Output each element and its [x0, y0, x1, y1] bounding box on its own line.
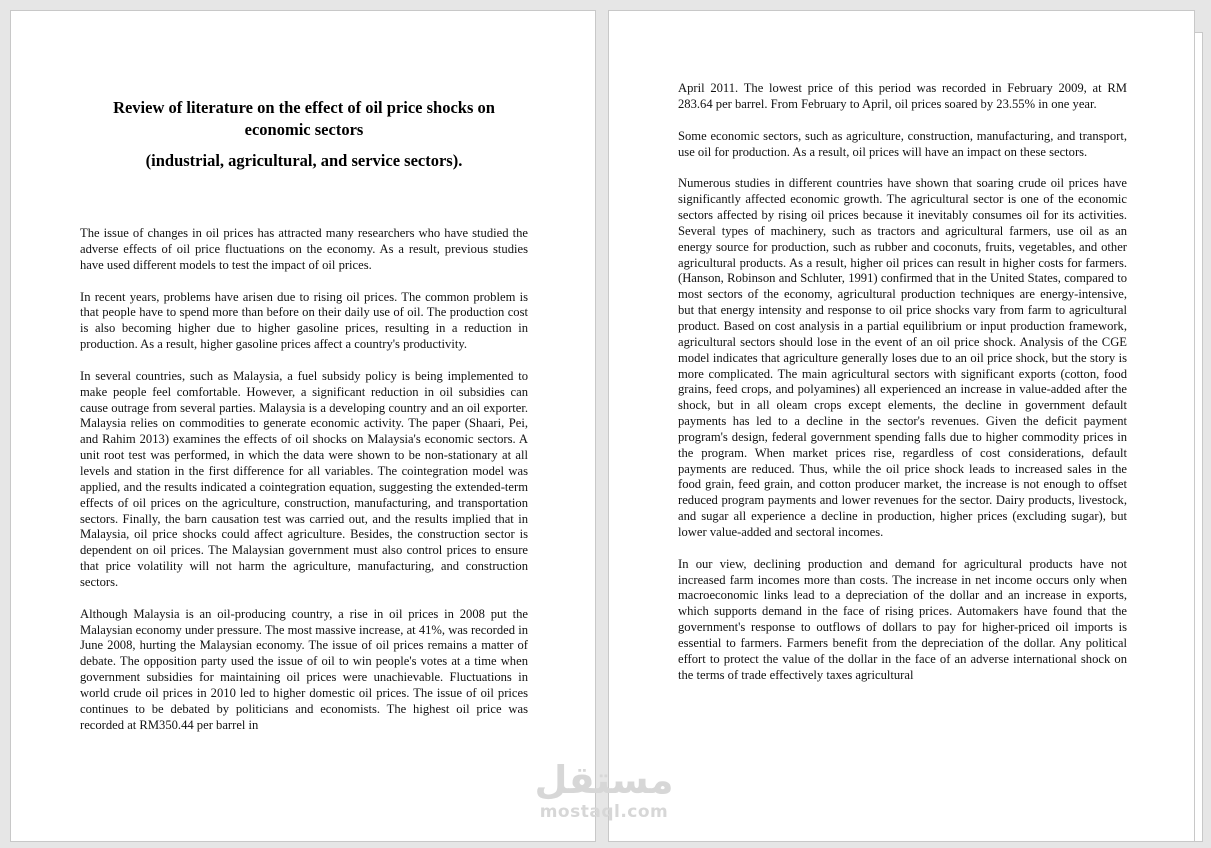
paragraph: April 2011. The lowest price of this period was recorded in February 2009, at RM 283.64 per barrel. From February to April, oil prices soared by 23.55% in one year.	[678, 81, 1127, 111]
watermark-arabic-text: مستقل	[534, 758, 674, 802]
next-page-edge	[1195, 32, 1203, 842]
title-line-2: economic sectors	[244, 120, 364, 139]
watermark-latin-text: mostaql.com	[539, 802, 669, 822]
document-page-2	[608, 10, 1195, 842]
paragraph: In several countries, such as Malaysia, a fuel subsidy policy is being implemented to make people feel comfortable. However, a significant reduction in oil subsidies can cause outrage from several parties. Malaysia is a developing country and an oil exporter. Malaysia relies on commodities to generate economic activity. The paper (Shaari, Pei, and Rahim 2013) examines the effects of oil shocks on Malaysia's economic sectors. A unit root test was performed, in which the data were shown to be non-stationary at all levels and station in the first difference for all variables. The cointegration model was applied, and the results indicated a cointegration equation, suggesting the extended-term effects of oil prices on the agriculture, construction, manufacturing, and transportation sectors. Finally, the barn causation test was carried out, and the results implied that in Malaysia, oil price shocks could affect agriculture. Besides, the construction sector is dependent on oil prices. The Malaysian government must also control prices to ensure that price volatility will not harm the agriculture, manufacturing, and construction sectors.	[80, 368, 528, 589]
title-line-1: Review of literature on the effect of oil price shocks on	[113, 98, 495, 117]
paragraph: Numerous studies in different countries have shown that soaring crude oil prices have significantly affected economic growth. The agricultural sector is one of the economic sectors affected by rising oil prices because it inevitably consumes oil for its activities. Several types of machinery, such as tractors and agricultural farmers, use oil as an energy source for production, such as rubber and coconuts, fruits, vegetables, and other agricultural products. As a result, higher oil prices can result in higher costs for farmers. (Hanson, Robinson and Schluter, 1991) confirmed that in the United States, compared to most sectors of the economy, agricultural production techniques are energy-intensive, but that energy intensity and response to oil price shocks vary from farm to agricultural product. Based on cost analysis in a partial equilibrium or input production framework, agricultural sectors should lose in the event of an oil price shock. Analysis of the CGE model indicates that agriculture generally loses due to an oil price shock, but the story is more complicated. The main agricultural sectors with significant exports (cotton, food grains, feed crops, and polyamines) all experienced an increase in value-added after the shock, but in all oleam crops except elements, the decline in government default payments has led to a decline in the sector's revenues. Given the deficit payment program's design, federal government spending falls due to higher commodity prices in the program. When market prices rise, regardless of cost considerations, default payments are reduced. Thus, while the oil price shock leads to increased sales in the food grain, feed grain, and cotton producer market, the increase is not enough to offset reduced program payments and lower revenues for the sector. Dairy products, livestock, and sugar all experience a decline in production, higher prices (excluding sugar), but lower value-added and sectoral incomes.	[678, 176, 1127, 539]
page-1-body	[80, 226, 528, 749]
document-subtitle: (industrial, agricultural, and service sectors).	[145, 151, 463, 170]
document-title	[81, 97, 527, 141]
paragraph: Some economic sectors, such as agriculture, construction, manufacturing, and transport, use oil for production. As a result, oil prices will have an impact on these sectors.	[678, 128, 1127, 159]
page-2-body	[678, 81, 1127, 700]
paragraph: The issue of changes in oil prices has attracted many researchers who have studied the adverse effects of oil price fluctuations on the economy. As a result, previous studies have used different models to test the impact of oil prices.	[80, 226, 528, 272]
paragraph: In our view, declining production and demand for agricultural products have not increased farm incomes more than costs. The increase in net income occurs only when macroeconomic links lead to a depreciation of the dollar and an increase in exports, which supports demand in the face of rising prices. Automakers have found that the government's response to outflows of dollars to pay for higher-priced oil imports is essential to farmers. Farmers benefit from the depreciation of the dollar. Any political effort to protect the value of the dollar in the face of an adverse international shock on the terms of trade effectively taxes agricultural	[678, 556, 1127, 682]
paragraph: In recent years, problems have arisen due to rising oil prices. The common problem is that people have to spend more than before on their daily use of oil. The production cost is also becoming higher due to higher gasoline prices, resulting in a reduction in production. As a result, higher gasoline prices affect a country's productivity.	[80, 289, 528, 352]
paragraph: Although Malaysia is an oil-producing country, a rise in oil prices in 2008 put the Malaysian economy under pressure. The most massive increase, at 41%, was recorded in June 2008, hurting the Malaysian economy. The issue of oil prices remains a matter of debate. The opposition party used the issue of oil to win people's votes at a time when government subsidies for maintaining oil prices were unachievable. Fluctuations in world crude oil prices in 2010 led to higher domestic oil prices. The issue of oil prices continues to be debated by politicians and economists. The highest oil price was recorded at RM350.44 per barrel in	[80, 606, 528, 732]
document-page-1	[10, 10, 596, 842]
